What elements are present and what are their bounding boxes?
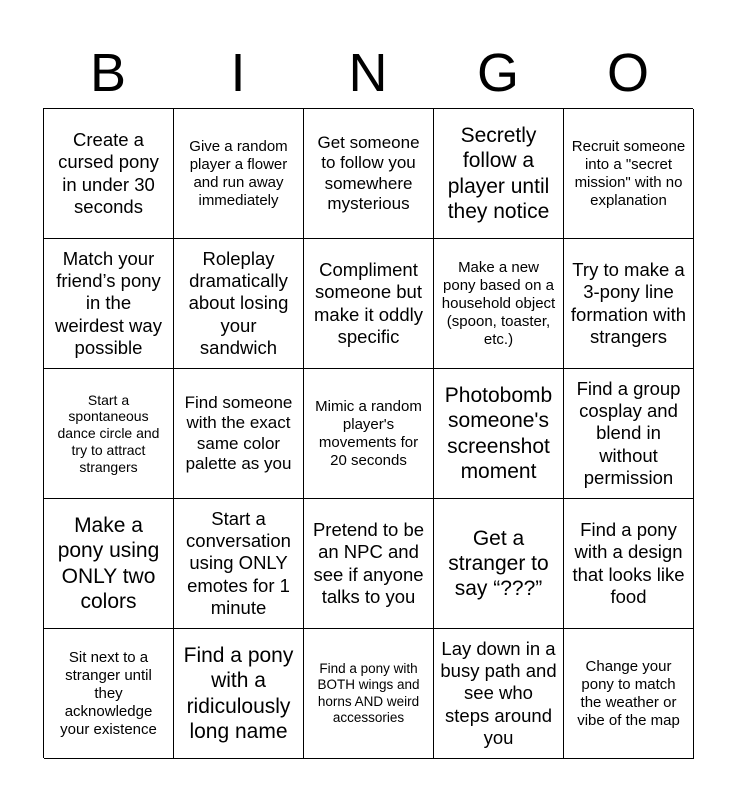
cell-text: Sit next to a stranger until they acknowledge your existence [60,648,157,738]
bingo-cell[interactable] [304,109,434,239]
bingo-cell[interactable] [174,499,304,629]
cell-text: Pretend to be an NPC and see if anyone talks to you [312,519,425,607]
cell-text: Get a stranger to say “???” [448,526,549,601]
cell-text: Make a new pony based on a household object (spoon, toaster, etc.) [441,258,556,348]
bingo-cell[interactable] [434,239,564,369]
bingo-cell[interactable] [304,369,434,499]
cell-text: Secretly follow a player until they notice [447,124,550,223]
cell-text: Photobomb someone's screenshot moment [444,384,553,483]
cell-text: Roleplay dramatically about losing your sandwich [188,248,289,358]
cell-text: Start a spontaneous dance circle and try to attract strangers [57,391,160,475]
bingo-cell[interactable] [44,239,174,369]
bingo-cell[interactable] [564,629,694,759]
cell-text: Find a pony with a design that looks like food [572,519,685,607]
bingo-cell[interactable] [174,369,304,499]
bingo-cell[interactable] [434,369,564,499]
bingo-cell[interactable] [44,369,174,499]
bingo-cell[interactable] [174,109,304,239]
header-letter-b: B [89,43,127,103]
bingo-cell[interactable] [304,629,434,759]
bingo-cell[interactable] [44,499,174,629]
bingo-cell[interactable] [434,629,564,759]
bingo-cell[interactable] [434,109,564,239]
cell-text: Find a pony with a ridiculously long name [183,644,294,743]
header-letter-i: I [230,43,246,103]
cell-text: Create a cursed pony in under 30 seconds [58,129,159,217]
cell-text: Get someone to follow you somewhere mysterious [317,132,420,213]
bingo-cell[interactable] [174,239,304,369]
bingo-cell[interactable] [304,239,434,369]
cell-text: Make a pony using ONLY two colors [57,514,160,613]
cell-text: Change your pony to match the weather or vibe of the map [577,657,680,729]
bingo-cell[interactable] [44,629,174,759]
cell-text: Find a group cosplay and blend in without permission [576,378,681,488]
bingo-cell[interactable] [174,629,304,759]
bingo-cell[interactable] [564,239,694,369]
cell-text: Start a conversation using ONLY emotes for 1 minute [186,508,291,618]
cell-text: Match your friend’s pony in the weirdest way possible [55,248,162,358]
cell-text: Give a random player a flower and run away immediately [189,137,288,209]
header-letter-g: G [476,43,519,103]
bingo-cell[interactable] [304,499,434,629]
cell-text: Find a pony with BOTH wings and horns AND weird accessories [317,661,420,725]
cell-text: Compliment someone but make it oddly specific [314,259,423,347]
bingo-cell[interactable] [564,369,694,499]
header-letter-o: O [606,43,649,103]
bingo-cell[interactable] [564,109,694,239]
bingo-cell[interactable] [44,109,174,239]
bingo-cell[interactable] [564,499,694,629]
cell-text: Find someone with the exact same color palette as you [184,392,293,473]
bingo-cell[interactable] [434,499,564,629]
cell-text: Recruit someone into a "secret mission" with no explanation [571,137,686,209]
bingo-header [43,38,693,108]
cell-text: Lay down in a busy path and see who steps around you [440,638,557,748]
bingo-grid [43,108,693,758]
cell-text: Try to make a 3-pony line formation with strangers [570,259,687,347]
cell-text: Mimic a random player's movements for 20 seconds [315,397,422,469]
header-letter-n: N [348,43,388,103]
